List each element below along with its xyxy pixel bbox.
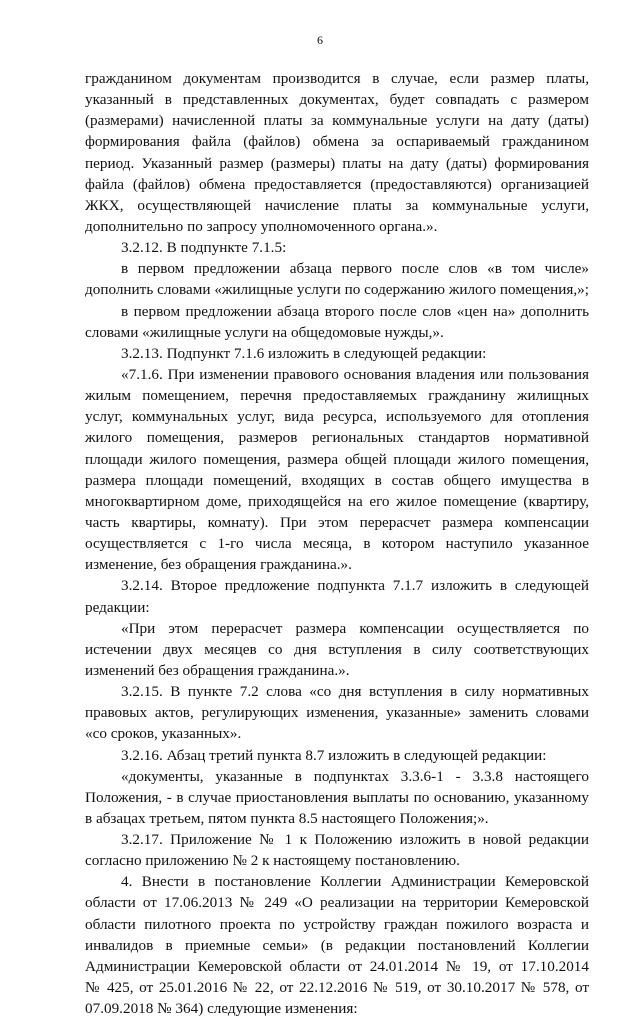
- text-line: инвалидов в приемные семьи» (в редакции постановлений Коллегии: [85, 936, 589, 954]
- text-line: области пилотного проекта по устройству граждан пожилого возраста и: [85, 915, 589, 933]
- text-line: размера площади помещений, входящих в состав общего имущества в: [85, 471, 589, 489]
- text-line: 3.2.15. В пункте 7.2 слова «со дня вступления в силу нормативных: [121, 683, 589, 701]
- text-line: гражданином документам производится в случае, если размер платы,: [85, 70, 589, 87]
- text-line: формирования файла (файлов) обмена за оспариваемый гражданином: [85, 133, 589, 151]
- text-line: (размерами) начисленной платы за коммунальные услуги на дату (даты): [85, 112, 589, 130]
- text-line: истечении двух месяцев со дня вступления в силу соответствующих: [85, 640, 589, 658]
- text-line: изменений без обращения гражданина.».: [85, 661, 350, 679]
- text-line: в первом предложении абзаца второго после слов «цен на» дополнить: [121, 302, 589, 320]
- text-line: «документы, указанные в подпунктах 3.3.6-1 - 3.3.8 настоящего: [121, 767, 589, 785]
- text-line: «При этом перерасчет размера компенсации осуществляется по: [121, 619, 589, 637]
- text-line: словами «жилищные услуги на общедомовые нужды,».: [85, 323, 444, 341]
- text-line: 3.2.16. Абзац третий пункта 8.7 изложить в следующей редакции:: [121, 746, 547, 764]
- text-line: в абзацах третьем, пятом пункта 8.5 настоящего Положения;».: [85, 809, 489, 827]
- text-line: осуществляется с 1-го числа месяца, в котором наступило указанное: [85, 535, 589, 553]
- text-line: дополнить словами «жилищные услуги по содержанию жилого помещения,»;: [85, 281, 589, 299]
- text-line: многоквартирном доме, приходящейся на его жилое помещение (квартиру,: [85, 492, 589, 510]
- text-line: «7.1.6. При изменении правового основания владения или пользования: [121, 365, 589, 383]
- text-line: правовых актов, регулирующих изменения, указанные» заменить словами: [85, 704, 589, 722]
- text-line: 07.09.2018 № 364) следующие изменения:: [85, 1000, 358, 1018]
- text-line: площади жилого помещения, размера общей площади жилого помещения,: [85, 450, 589, 468]
- text-line: 3.2.13. Подпункт 7.1.6 изложить в следующей редакции:: [121, 344, 487, 362]
- document-body: [85, 68, 589, 1019]
- text-line: указанный в представленных документах, будет совпадать с размером: [85, 91, 589, 109]
- text-line: «со сроков, указанных».: [85, 725, 242, 743]
- text-line: № 425, от 25.01.2016 № 22, от 22.12.2016 № 519, от 30.10.2017 № 578, от: [85, 979, 589, 997]
- text-line: 3.2.14. Второе предложение подпункта 7.1.7 изложить в следующей: [121, 577, 589, 595]
- text-line: изменение, без обращения гражданина.».: [85, 556, 352, 574]
- text-line: редакции:: [85, 598, 150, 616]
- text-line: дополнительно по запросу уполномоченного органа.».: [85, 217, 438, 235]
- text-line: жилым помещением, перечня предоставляемых гражданину жилищных: [85, 387, 589, 405]
- text-line: Администрации Кемеровской области от 24.01.2014 № 19, от 17.10.2014: [85, 957, 589, 975]
- text-line: ЖКХ, осуществляющей начисление платы за коммунальные услуги,: [85, 196, 589, 214]
- text-line: 3.2.17. Приложение № 1 к Положению изложить в новой редакции: [121, 831, 589, 849]
- text-line: услуг, коммунальных услуг, вида ресурса, используемого для отопления: [85, 408, 589, 426]
- text-line: период. Указанный размер (размеры) платы на дату (даты) формирования: [85, 154, 589, 172]
- text-line: 4. Внести в постановление Коллегии Администрации Кемеровской: [121, 873, 589, 891]
- text-line: области от 17.06.2013 № 249 «О реализации на территории Кемеровской: [85, 894, 589, 912]
- text-line: часть квартиры, комнату). При этом перерасчет размера компенсации: [85, 513, 589, 531]
- text-line: Положения, - в случае приостановления выплаты по основанию, указанному: [85, 788, 589, 806]
- text-line: файла (файлов) обмена предоставляется (предоставляются) организацией: [85, 175, 589, 193]
- text-line: согласно приложению № 2 к настоящему постановлению.: [85, 852, 460, 870]
- text-line: в первом предложении абзаца первого после слов «в том числе»: [121, 260, 589, 278]
- text-line: 3.2.12. В подпункте 7.1.5:: [121, 239, 287, 257]
- page-number: 6: [317, 33, 323, 47]
- text-line: жилого помещения, размеров региональных стандартов нормативной: [85, 429, 589, 447]
